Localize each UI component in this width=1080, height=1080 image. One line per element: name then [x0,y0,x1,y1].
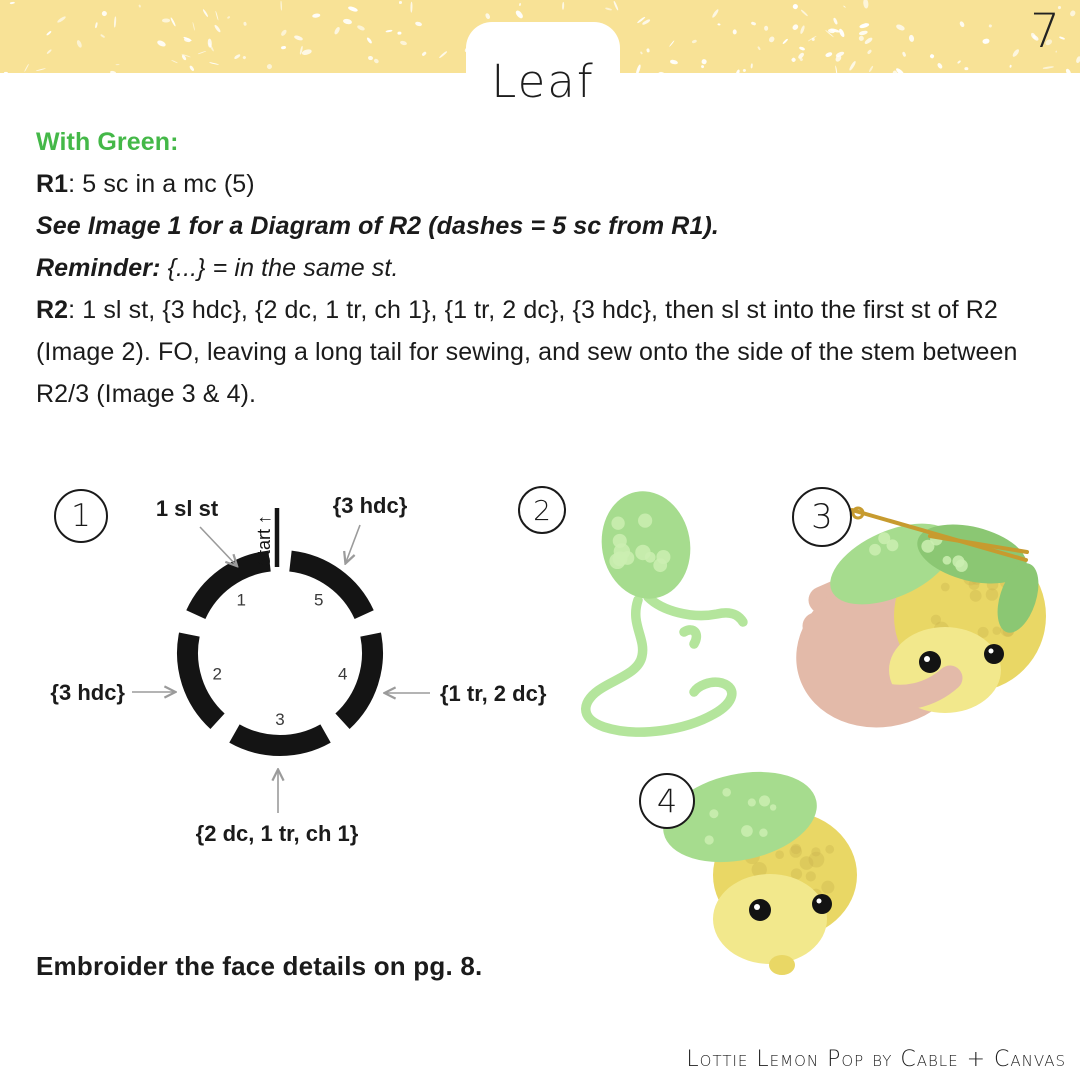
speck [859,35,865,41]
speck [718,23,721,25]
lemon-eye-left [749,899,771,921]
speck [812,38,815,41]
reminder-label: Reminder: [36,254,161,282]
lemon-eye-right [984,644,1004,664]
speck [750,21,755,26]
speck [866,49,872,55]
ring-segment [234,734,325,746]
speck [162,19,170,23]
arrow-top-right [346,525,360,562]
speck [156,40,166,48]
speck [234,53,241,59]
speck [640,51,643,55]
speck [10,1,15,4]
r2-text: : 1 sl st, {3 hdc}, {2 dc, 1 tr, ch 1}, {1 tr, 2 dc}, {3 hdc}, then sl st into the first st of R2 (Image 2). FO, leaving a long tail for sewing, and sew onto the side of the stem between R2/3 (Image 3 & 4). [36,296,1018,408]
speck [1075,56,1080,64]
texture-bump [609,553,625,569]
header-banner [0,0,1080,108]
speck [348,5,358,12]
speck [414,21,422,27]
dashed-round-ring [187,561,372,745]
texture-bump [759,829,767,837]
speck [692,39,698,43]
leaf-stem-hook [648,597,743,622]
label-3hdc-left: {3 hdc} [50,680,125,705]
speck [202,8,208,17]
speck [373,58,379,64]
speck [366,37,372,44]
speck [1009,64,1012,67]
texture-bump [741,825,753,837]
speck [646,48,650,53]
speck [357,24,366,31]
speck [189,65,195,72]
speck [605,7,612,11]
texture-bump [638,513,652,527]
speck [398,32,402,35]
speck [311,13,320,18]
speck [171,60,177,64]
embroider-note: Embroider the face details on pg. 8. [36,951,483,981]
texture-bump [970,590,982,602]
texture-bump [789,845,801,857]
speck [227,16,231,19]
speck [801,10,809,17]
lemon-eye-right [812,894,832,914]
ring-number: 1 [236,590,246,610]
speck [959,21,965,28]
speck [4,72,8,73]
texture-bump [800,856,814,870]
speck [215,11,219,21]
speck [386,30,393,33]
speck [562,2,564,10]
speck [400,40,408,46]
ring-number: 2 [212,664,222,684]
speck [711,8,720,18]
image-badge-4: 4 [639,773,695,829]
texture-bump [722,788,731,797]
texture-bump [992,626,1000,634]
r2-stitch-diagram [30,475,570,875]
speck [937,62,943,69]
speck [988,24,992,27]
speck [57,15,66,23]
speck [99,33,104,38]
speck [791,24,799,32]
texture-bump [869,544,881,556]
speck [368,55,373,60]
texture-bump [825,845,834,854]
speck [266,63,273,70]
speck [849,60,857,71]
round-1-line [36,163,1048,205]
speck [791,58,796,63]
speck [864,36,874,44]
speck [169,17,176,27]
texture-bump [748,798,756,806]
speck [669,41,675,48]
speck [957,60,962,64]
texture-bump [635,545,650,560]
speck [764,26,768,31]
speck [399,1,402,4]
speck [280,28,288,36]
speck [116,64,120,65]
texture-bump [705,835,714,844]
speck [519,3,522,7]
eye-glint-right [817,899,822,904]
speck [751,63,754,69]
texture-bump [811,847,820,856]
speck [769,36,776,43]
speck [280,46,285,50]
lemon-eye-left [919,651,941,673]
speck [635,64,641,73]
speck [824,51,832,57]
with-green-label: With Green: [36,128,179,156]
round-2-line [36,289,1048,415]
r2-label: R2 [36,296,69,324]
speck [735,68,741,73]
speck [843,5,846,7]
speck [101,10,108,17]
speck [1043,66,1054,69]
image-badge-2: 2 [518,486,566,534]
speck [515,9,524,19]
label-3hdc-top: {3 hdc} [332,493,408,518]
speck [192,22,195,31]
speck [1069,10,1076,17]
speck [983,38,990,44]
speck [243,22,247,26]
texture-bump [941,583,950,592]
texture-bump [709,809,718,818]
texture-bump [775,850,784,859]
speck [1012,48,1021,58]
speck [732,29,736,34]
texture-bump [986,588,998,600]
texture-bump [952,555,964,567]
ring-number: 4 [338,664,348,684]
speck [439,51,448,59]
speck [138,5,141,9]
speck [756,46,760,50]
speck [280,1,282,11]
speck [410,1,412,12]
leaf-tail-curl [684,630,696,644]
speck [110,70,117,73]
texture-bump [611,517,624,530]
texture-bump [806,871,816,881]
speck [114,16,116,27]
arrow-top-left [200,527,236,565]
texture-bump [943,556,952,565]
speck [799,46,806,51]
speck [701,65,704,68]
speck [799,25,805,34]
speck [909,35,915,43]
speck [36,67,46,71]
image-badge-3: 3 [792,487,852,547]
ring-number: 5 [314,590,324,610]
speck [930,53,936,58]
photo-leaf-with-tails [552,486,762,746]
speck [213,24,221,33]
reminder-text: {...} = in the same st. [160,254,399,282]
page-title: Leaf [491,55,595,108]
speck [24,64,29,72]
start-label: Start ↑ [254,514,274,567]
speck [869,65,874,72]
texture-bump [653,558,667,572]
texture-bump [821,881,834,894]
image-badge-1: 1 [54,489,108,543]
r1-label: R1 [36,170,69,198]
ring-number: 3 [275,710,285,729]
label-1tr-2dc: {1 tr, 2 dc} [440,681,547,706]
speck [293,35,303,42]
speck [1065,68,1072,73]
speck [334,27,341,36]
label-2dc-1tr-ch1: {2 dc, 1 tr, ch 1} [195,821,359,846]
speck [896,23,906,31]
speck [859,30,869,36]
speck [743,69,747,73]
reminder-line [36,247,1048,289]
speck [782,38,788,44]
speck [863,0,869,8]
speck [76,39,83,49]
eye-glint-right [989,649,994,654]
speck [209,62,219,66]
ring-segment [196,561,270,615]
speck [658,71,666,73]
texture-bump [759,795,770,806]
speck [792,3,798,9]
color-heading [36,121,1048,163]
speck [46,49,52,55]
speck [243,55,247,59]
ring-segment [290,561,364,615]
footer-credit: Lottie Lemon Pop by Cable + Canvas [686,1047,1066,1072]
r1-text: : 5 sc in a mc (5) [68,170,255,198]
texture-bump [887,539,899,551]
eye-glint-left [924,656,930,662]
speck [833,17,838,25]
speck [207,38,212,47]
diagram-note: See Image 1 for a Diagram of R2 (dashes = 5 sc from R1). [36,212,719,240]
speck [342,18,351,25]
page-title-tab [466,22,620,108]
speck [485,13,491,20]
speck [835,65,838,73]
texture-bump [770,804,776,810]
eye-glint-left [754,904,760,910]
speck [422,51,427,56]
page-number: 7 [1030,4,1060,59]
label-1-sl-st: 1 sl st [155,496,219,521]
speck [701,58,707,64]
speck [95,21,99,28]
speck [302,49,313,56]
speck [46,30,52,35]
lemon-head [713,874,827,964]
speck [197,51,206,55]
speck [902,51,906,56]
speck [613,1,619,11]
speck [964,67,968,70]
instructions-block [36,121,1048,415]
lemon-tip [769,955,795,975]
